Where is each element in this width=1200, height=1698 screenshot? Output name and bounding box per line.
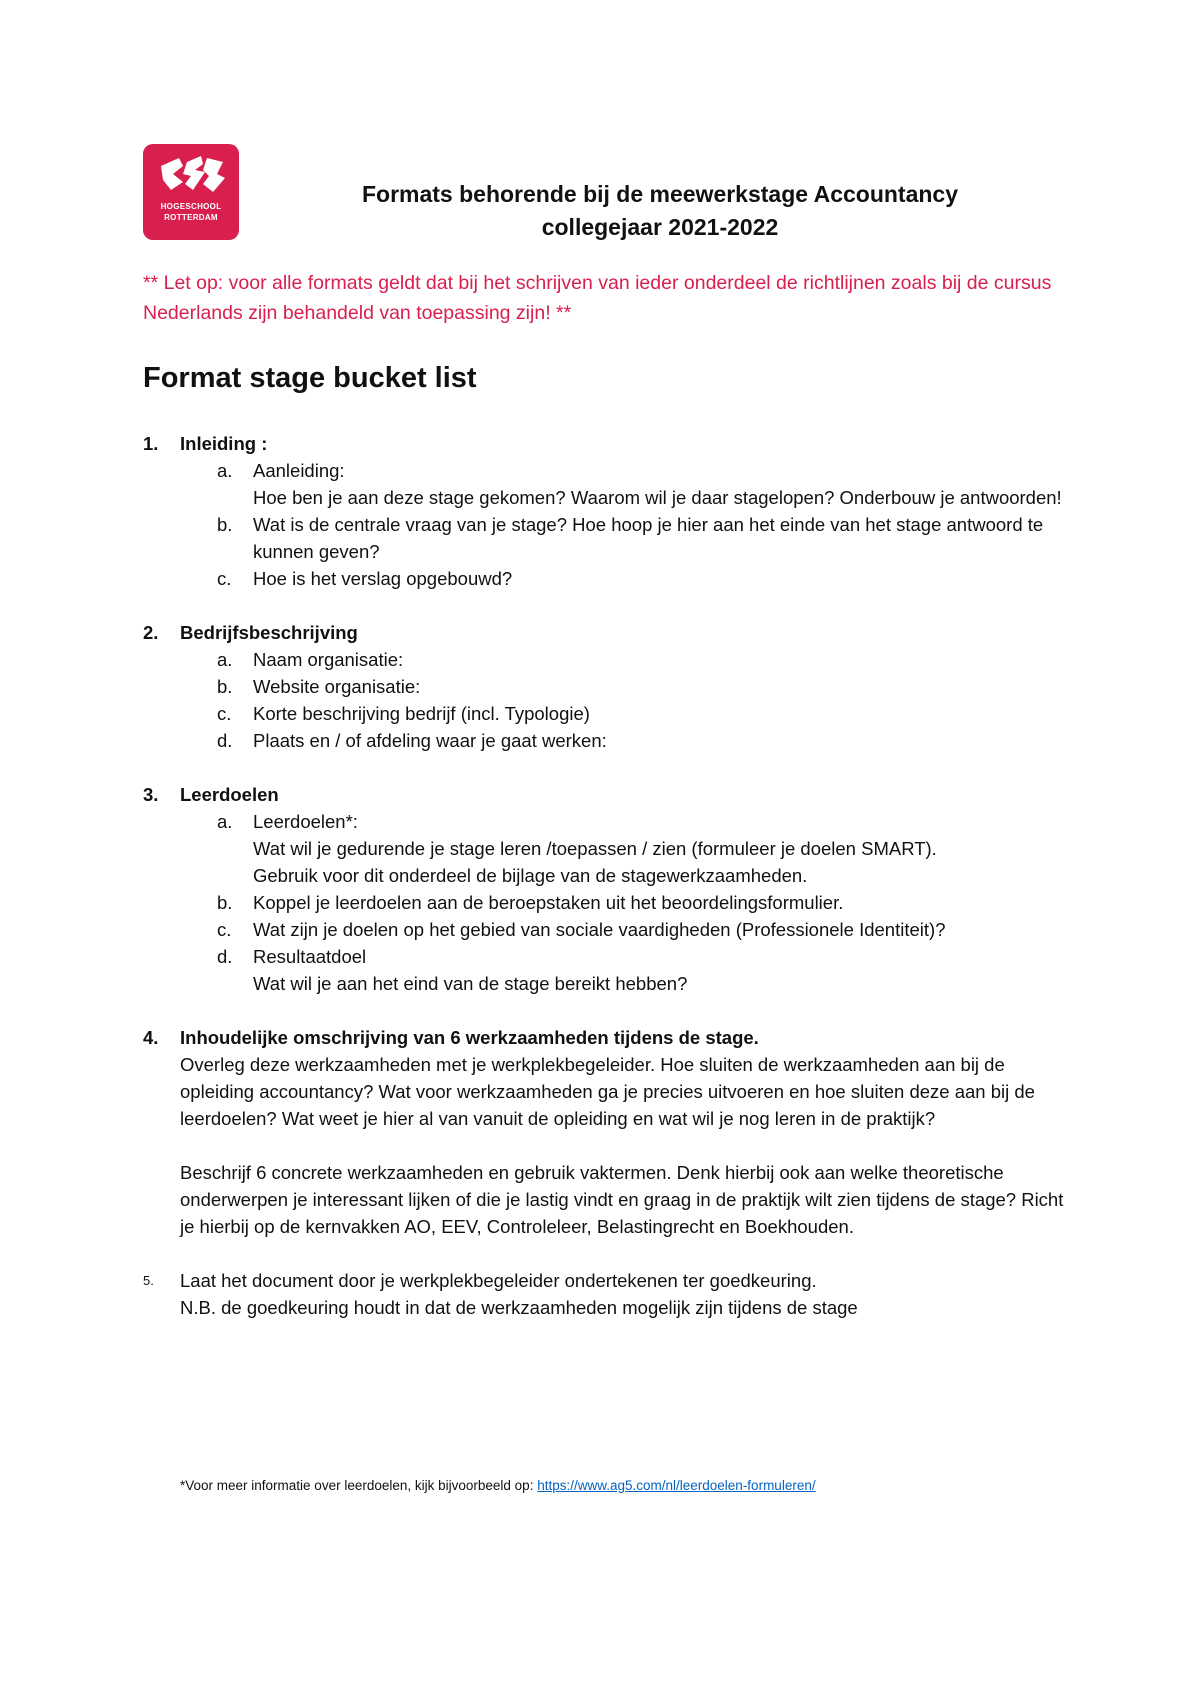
section-inleiding bbox=[143, 430, 1073, 592]
item-letter: a. bbox=[217, 649, 233, 670]
list-item bbox=[217, 943, 1073, 997]
footnote-link[interactable]: https://www.ag5.com/nl/leerdoelen-formuleren/ bbox=[537, 1478, 816, 1493]
list-item bbox=[217, 889, 1073, 916]
list-item bbox=[217, 646, 1073, 673]
item-line: Wat wil je gedurende je stage leren /toepassen / zien (formuleer je doelen SMART). bbox=[253, 838, 937, 859]
item-line: Wat wil je aan het eind van de stage bereikt hebben? bbox=[253, 973, 688, 994]
section-title: Leerdoelen bbox=[180, 784, 279, 805]
item-letter: c. bbox=[217, 919, 232, 940]
item-line: Koppel je leerdoelen aan de beroepstaken uit het beoordelingsformulier. bbox=[253, 892, 844, 913]
section-title: Inleiding : bbox=[180, 433, 268, 454]
notice-text: ** Let op: voor alle formats geldt dat bij het schrijven van ieder onderdeel de richtlijnen zoals bij de cursus Nederlands zijn behandeld van toepassing zijn! ** bbox=[143, 272, 1052, 324]
section-title: Inhoudelijke omschrijving van 6 werkzaamheden tijdens de stage. bbox=[180, 1027, 759, 1048]
item-letter: c. bbox=[217, 703, 232, 724]
section-paragraph: Beschrijf 6 concrete werkzaamheden en gebruik vaktermen. Denk hierbij ook aan welke theoretische onderwerpen je interessant lijken of die je lastig vindt en graag in de praktijk wilt zien tijdens de stage? Richt je hierbij op de kernvakken AO, EEV, Controleleer, Belastingrecht en Boekhouden. bbox=[180, 1162, 1064, 1237]
list-item bbox=[217, 727, 1073, 754]
list-item bbox=[217, 673, 1073, 700]
logo-text-line2: ROTTERDAM bbox=[164, 213, 218, 222]
footnote-text: *Voor meer informatie over leerdoelen, kijk bijvoorbeeld op: bbox=[180, 1478, 538, 1493]
item-letter: a. bbox=[217, 811, 233, 832]
section-title: Laat het document door je werkplekbegeleider ondertekenen ter goedkeuring. bbox=[180, 1270, 817, 1291]
item-letter: c. bbox=[217, 568, 232, 589]
section-number: 3. bbox=[143, 784, 159, 805]
footnote bbox=[180, 1477, 816, 1495]
title-line-1: Formats behorende bij de meewerkstage Accountancy bbox=[361, 181, 959, 207]
section-number: 5. bbox=[143, 1273, 154, 1288]
title-line-2: collegejaar 2021-2022 bbox=[541, 214, 779, 240]
item-line: Korte beschrijving bedrijf (incl. Typologie) bbox=[253, 703, 590, 724]
section-paragraph: Overleg deze werkzaamheden met je werkplekbegeleider. Hoe sluiten de werkzaamheden aan bij de opleiding accountancy? Wat voor werkzaamheden ga je precies uitvoeren en hoe sluiten deze aan bij de leerdoelen? Wat weet je hier al van vanuit de opleiding en wat wil je nog leren in de praktijk? bbox=[180, 1054, 1035, 1129]
logo-mark-icon bbox=[143, 144, 239, 240]
list-item bbox=[217, 457, 1073, 511]
section-goedkeuring bbox=[143, 1267, 1073, 1321]
list-item bbox=[217, 511, 1073, 565]
item-line: Website organisatie: bbox=[253, 676, 421, 697]
section-leerdoelen bbox=[143, 781, 1073, 997]
item-letter: d. bbox=[217, 946, 233, 967]
item-letter: b. bbox=[217, 514, 233, 535]
document-title bbox=[240, 178, 1080, 244]
page-heading: Format stage bucket list bbox=[143, 362, 477, 394]
list-item bbox=[217, 700, 1073, 727]
section-paragraph: N.B. de goedkeuring houdt in dat de werkzaamheden mogelijk zijn tijdens de stage bbox=[180, 1297, 858, 1318]
item-line: Hoe is het verslag opgebouwd? bbox=[253, 568, 513, 589]
logo-text-line1: HOGESCHOOL bbox=[160, 202, 222, 211]
section-werkzaamheden bbox=[143, 1024, 1073, 1240]
list-item bbox=[217, 808, 1073, 889]
section-bedrijfsbeschrijving bbox=[143, 619, 1073, 754]
section-number: 4. bbox=[143, 1027, 159, 1048]
list-item bbox=[217, 916, 1073, 943]
section-number: 2. bbox=[143, 622, 159, 643]
item-line: Hoe ben je aan deze stage gekomen? Waarom wil je daar stagelopen? Onderbouw je antwoorden! bbox=[253, 487, 1062, 508]
item-letter: b. bbox=[217, 892, 233, 913]
item-line: Naam organisatie: bbox=[253, 649, 404, 670]
item-letter: d. bbox=[217, 730, 233, 751]
item-line: Plaats en / of afdeling waar je gaat werken: bbox=[253, 730, 607, 751]
item-letter: b. bbox=[217, 676, 233, 697]
sections-list bbox=[143, 430, 1073, 1348]
item-line: Resultaatdoel bbox=[253, 946, 367, 967]
section-title: Bedrijfsbeschrijving bbox=[180, 622, 358, 643]
item-line: Gebruik voor dit onderdeel de bijlage van de stagewerkzaamheden. bbox=[253, 865, 808, 886]
item-line: Leerdoelen*: bbox=[253, 811, 358, 832]
list-item bbox=[217, 565, 1073, 592]
section-number: 1. bbox=[143, 433, 159, 454]
hogeschool-rotterdam-logo bbox=[143, 144, 239, 240]
item-letter: a. bbox=[217, 460, 233, 481]
item-line: Wat zijn je doelen op het gebied van sociale vaardigheden (Professionele Identiteit)? bbox=[253, 919, 946, 940]
item-line: Wat is de centrale vraag van je stage? Hoe hoop je hier aan het einde van het stage antwoord te kunnen geven? bbox=[253, 514, 1044, 562]
item-line: Aanleiding: bbox=[253, 460, 345, 481]
